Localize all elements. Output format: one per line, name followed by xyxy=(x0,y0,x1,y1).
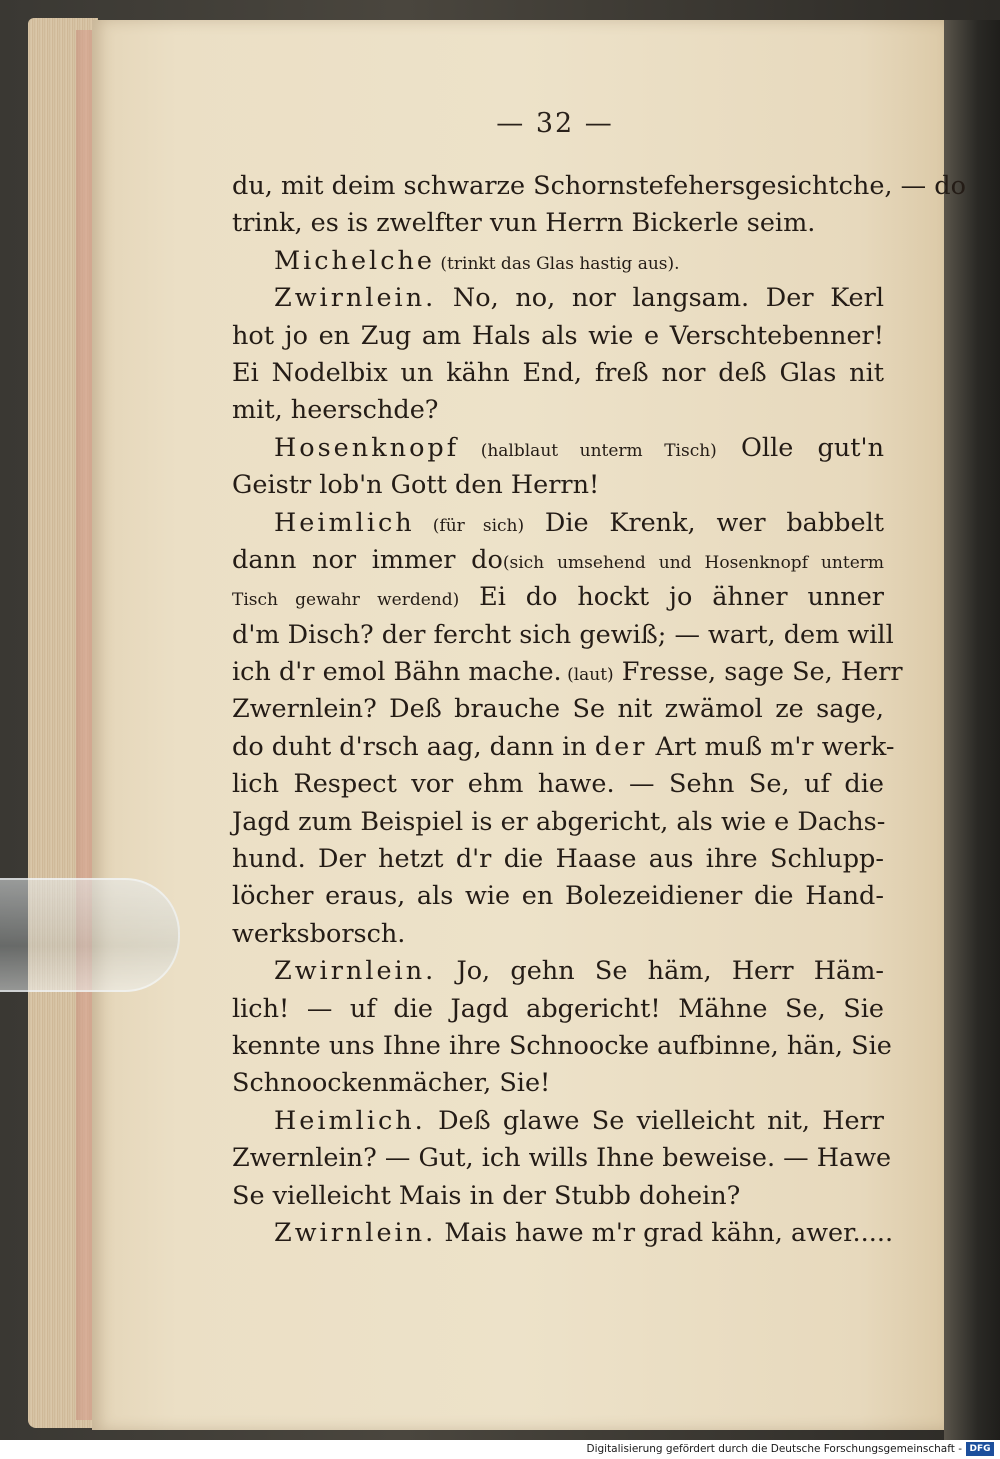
text-line xyxy=(232,729,895,766)
line-text: do duht d'rsch aag, dann in xyxy=(232,731,595,762)
text-line xyxy=(232,766,884,803)
page-number: — 32 — xyxy=(496,108,614,139)
line-text: Art muß m'r werk- xyxy=(647,731,895,762)
line-text: dann nor immer do xyxy=(232,544,503,575)
line-text: No, no, nor langsam. Der Kerl xyxy=(436,283,884,314)
stage-direction: (sich umsehend und Hosenknopf unterm xyxy=(502,552,884,573)
text-line xyxy=(232,654,903,691)
text-line xyxy=(232,878,884,915)
line-text: Fresse, sage Se, Herr xyxy=(613,657,903,688)
text-line xyxy=(232,280,884,317)
speaker-name: Zwirnlein. xyxy=(274,1217,437,1248)
line-text: Ei do hockt jo ähner unner xyxy=(459,582,884,613)
line-text: Ei Nodelbix un kähn End, freß nor deß Glas nit xyxy=(232,357,884,388)
stage-direction: Tisch gewahr werdend) xyxy=(232,590,460,611)
line-text: Deß glawe Se vielleicht nit, Herr xyxy=(425,1105,884,1136)
line-text: Schnoockenmächer, Sie! xyxy=(232,1068,551,1099)
line-text: Olle gut'n xyxy=(716,432,884,463)
text-line xyxy=(232,691,884,728)
line-text: Zwernlein? Deß brauche Se nit zwämol ze sage, xyxy=(232,694,884,725)
text-line xyxy=(232,617,894,654)
line-text: werksborsch. xyxy=(232,918,406,949)
text-line xyxy=(232,467,884,504)
line-text: mit, heerschde? xyxy=(232,395,439,426)
line-text: lich! — uf die Jagd abgericht! Mähne Se, Sie xyxy=(232,993,884,1024)
page-text-block xyxy=(232,168,966,1252)
line-text: d'm Disch? der fercht sich gewiß; — wart, dem will xyxy=(232,619,894,650)
page-clip xyxy=(0,878,180,992)
text-line xyxy=(232,953,884,990)
text-line xyxy=(232,1065,884,1102)
line-text: Mais hawe m'r grad kähn, awer..... xyxy=(436,1217,894,1248)
text-line xyxy=(232,916,884,953)
speaker-name: Zwirnlein. xyxy=(274,283,437,314)
speaker-name: der xyxy=(594,731,648,762)
text-line xyxy=(232,243,884,280)
line-text: Jagd zum Beispiel is er abgericht, als wie e Dachs- xyxy=(232,806,886,837)
text-line xyxy=(232,1103,884,1140)
dfg-logo-icon[interactable]: DFG xyxy=(966,1442,994,1456)
page-gutter-shadow xyxy=(944,20,1000,1440)
text-line xyxy=(232,168,966,205)
line-text: hund. Der hetzt d'r die Haase aus ihre Schlupp- xyxy=(232,844,884,875)
text-line xyxy=(232,392,884,429)
text-line xyxy=(232,804,884,841)
text-line xyxy=(232,1178,884,1215)
text-line xyxy=(232,991,884,1028)
line-text: Se vielleicht Mais in der Stubb dohein? xyxy=(232,1180,741,1211)
line-text: Zwernlein? — Gut, ich wills Ihne beweise. — Hawe xyxy=(232,1143,892,1174)
line-text: Geistr lob'n Gott den Herrn! xyxy=(232,470,600,501)
text-line xyxy=(232,579,884,616)
stage-direction: (halblaut unterm Tisch) xyxy=(459,440,717,461)
line-text: lich Respect vor ehm hawe. — Sehn Se, uf die xyxy=(232,769,884,800)
text-line xyxy=(232,355,884,392)
text-line xyxy=(232,430,884,467)
speaker-name: Michelche xyxy=(274,245,436,276)
stage-direction: (laut) xyxy=(561,665,614,686)
text-line xyxy=(232,318,884,355)
line-text: du, mit deim schwarze Schornstefehersgesichtche, — do xyxy=(232,171,966,201)
line-text: ich d'r emol Bähn mache. xyxy=(232,657,562,688)
footer-credit: Digitalisierung gefördert durch die Deutsche Forschungsgemeinschaft - xyxy=(586,1443,962,1455)
footer-bar xyxy=(0,1440,1000,1459)
speaker-name: Heimlich xyxy=(274,507,415,538)
text-line xyxy=(232,841,884,878)
line-text: Jo, gehn Se häm, Herr Häm- xyxy=(436,956,884,987)
speaker-name: Heimlich. xyxy=(274,1105,426,1136)
stage-direction: (trinkt das Glas hastig aus). xyxy=(435,253,680,274)
line-text: löcher eraus, als wie en Bolezeidiener die Hand- xyxy=(232,881,884,912)
speaker-name: Zwirnlein. xyxy=(274,956,437,987)
text-line xyxy=(232,542,884,579)
line-text: Die Krenk, wer babbelt xyxy=(524,507,884,538)
text-line xyxy=(232,505,884,542)
line-text: trink, es is zwelfter vun Herrn Bickerle seim. xyxy=(232,208,816,239)
speaker-name: Hosenknopf xyxy=(274,432,460,463)
stage-direction: (für sich) xyxy=(414,515,525,536)
text-line xyxy=(232,1028,892,1065)
text-line xyxy=(232,1215,894,1252)
line-text: kennte uns Ihne ihre Schnoocke aufbinne, hän, Sie xyxy=(232,1030,892,1061)
line-text: hot jo en Zug am Hals als wie e Verschtebenner! xyxy=(232,320,884,351)
text-line xyxy=(232,205,884,242)
text-line xyxy=(232,1140,892,1177)
